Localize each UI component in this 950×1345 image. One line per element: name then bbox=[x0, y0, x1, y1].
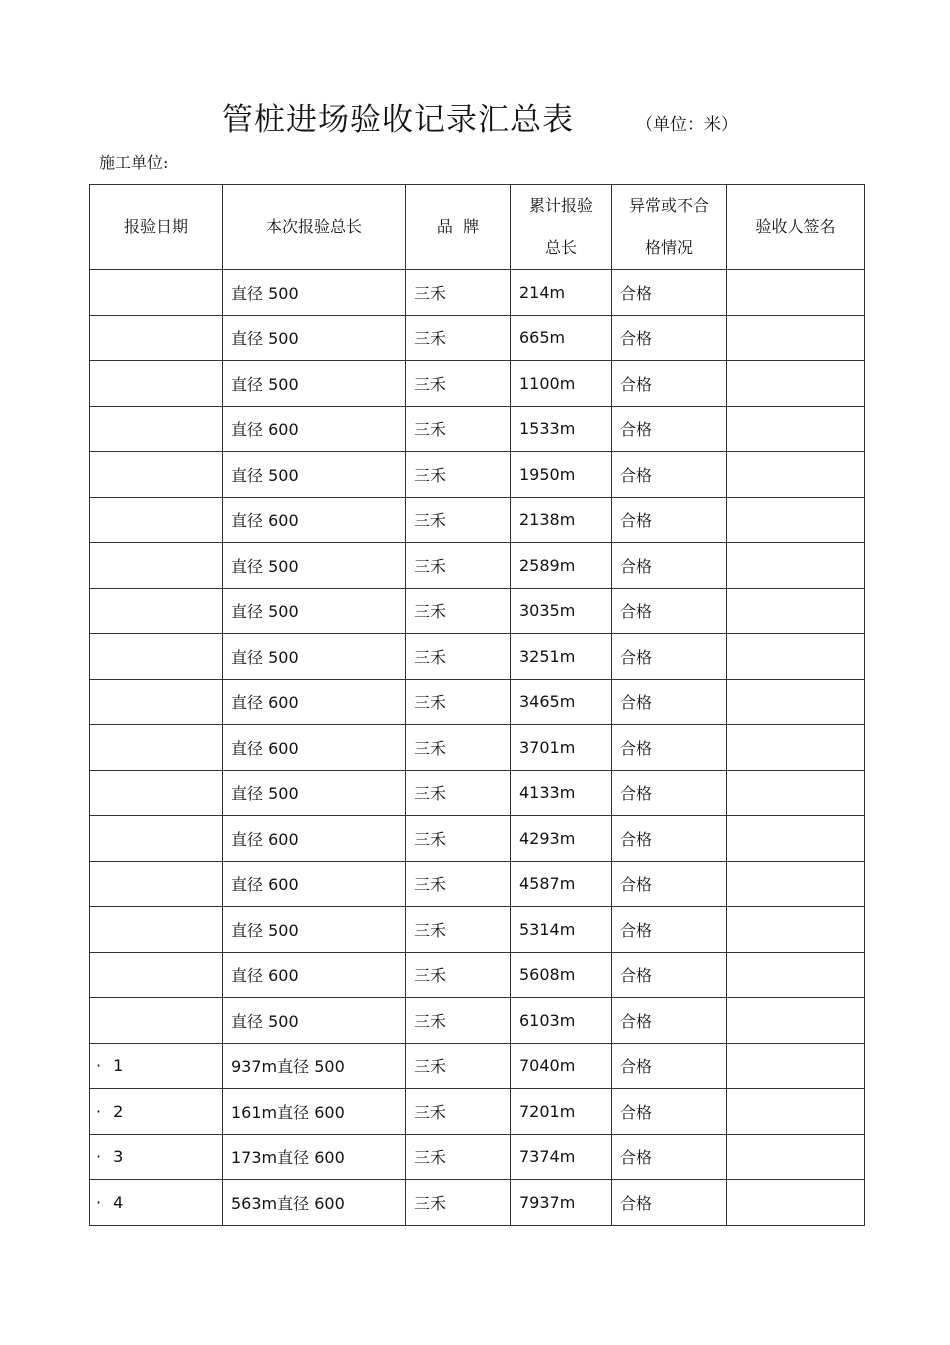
cell-spec: 直径 600 bbox=[223, 725, 406, 771]
cell-status: 合格 bbox=[612, 725, 727, 771]
cell-brand: 三禾 bbox=[406, 679, 511, 725]
cell-date bbox=[90, 497, 223, 543]
table-row bbox=[90, 543, 865, 589]
header-inspector-signature: 验收人签名 bbox=[727, 185, 865, 270]
table-row bbox=[90, 588, 865, 634]
header-exception-status-line1: 异常或不合 bbox=[628, 196, 709, 215]
cell-brand: 三禾 bbox=[406, 497, 511, 543]
cell-date bbox=[90, 725, 223, 771]
cell-cumulative-total: 1950m bbox=[511, 452, 612, 498]
table-row bbox=[90, 406, 865, 452]
table-row bbox=[90, 315, 865, 361]
cell-signature bbox=[727, 588, 865, 634]
cell-brand: 三禾 bbox=[406, 1089, 511, 1135]
cell-status: 合格 bbox=[612, 497, 727, 543]
cell-date bbox=[90, 406, 223, 452]
cell-status: 合格 bbox=[612, 634, 727, 680]
table-row bbox=[90, 1043, 865, 1089]
header-spec: 本次报验总长 bbox=[223, 185, 406, 270]
cell-status: 合格 bbox=[612, 1134, 727, 1180]
cell-date bbox=[90, 270, 223, 316]
header-cumulative-total bbox=[511, 185, 612, 270]
cell-brand: 三禾 bbox=[406, 1180, 511, 1226]
cell-cumulative-total: 7201m bbox=[511, 1089, 612, 1135]
cell-signature bbox=[727, 770, 865, 816]
cell-cumulative-total: 7040m bbox=[511, 1043, 612, 1089]
date-bullet: · bbox=[96, 1056, 102, 1076]
table-row bbox=[90, 907, 865, 953]
cell-brand: 三禾 bbox=[406, 406, 511, 452]
cell-status: 合格 bbox=[612, 452, 727, 498]
cell-status: 合格 bbox=[612, 998, 727, 1044]
cell-cumulative-total: 6103m bbox=[511, 998, 612, 1044]
cell-signature bbox=[727, 679, 865, 725]
cell-signature bbox=[727, 1134, 865, 1180]
cell-status: 合格 bbox=[612, 679, 727, 725]
cell-cumulative-total: 4587m bbox=[511, 861, 612, 907]
inspection-summary-table bbox=[89, 184, 865, 1226]
cell-status: 合格 bbox=[612, 361, 727, 407]
cell-signature bbox=[727, 725, 865, 771]
cell-brand: 三禾 bbox=[406, 361, 511, 407]
cell-brand: 三禾 bbox=[406, 1043, 511, 1089]
cell-spec: 直径 500 bbox=[223, 588, 406, 634]
header-brand bbox=[406, 185, 511, 270]
cell-spec: 563m直径 600 bbox=[223, 1180, 406, 1226]
table-row bbox=[90, 452, 865, 498]
cell-signature bbox=[727, 816, 865, 862]
document-title: 管桩进场验收记录汇总表 bbox=[222, 102, 574, 138]
cell-spec: 直径 500 bbox=[223, 634, 406, 680]
cell-cumulative-total: 4293m bbox=[511, 816, 612, 862]
cell-cumulative-total: 665m bbox=[511, 315, 612, 361]
table-row bbox=[90, 998, 865, 1044]
table-row bbox=[90, 1089, 865, 1135]
cell-signature bbox=[727, 497, 865, 543]
cell-spec: 直径 500 bbox=[223, 770, 406, 816]
cell-date bbox=[90, 952, 223, 998]
cell-spec: 直径 500 bbox=[223, 270, 406, 316]
cell-brand: 三禾 bbox=[406, 816, 511, 862]
cell-brand: 三禾 bbox=[406, 952, 511, 998]
header-exception-status-line2: 格情况 bbox=[644, 238, 693, 257]
header-cumulative-total-line1: 累计报验 bbox=[528, 196, 593, 215]
cell-spec: 直径 600 bbox=[223, 861, 406, 907]
cell-spec: 直径 500 bbox=[223, 907, 406, 953]
cell-date bbox=[90, 1043, 223, 1089]
cell-signature bbox=[727, 907, 865, 953]
header-exception-status bbox=[612, 185, 727, 270]
cell-signature bbox=[727, 315, 865, 361]
table-row bbox=[90, 361, 865, 407]
cell-spec: 161m直径 600 bbox=[223, 1089, 406, 1135]
table-row bbox=[90, 952, 865, 998]
cell-cumulative-total: 2589m bbox=[511, 543, 612, 589]
date-bullet: · bbox=[96, 1101, 102, 1121]
cell-cumulative-total: 5314m bbox=[511, 907, 612, 953]
cell-brand: 三禾 bbox=[406, 861, 511, 907]
cell-cumulative-total: 3251m bbox=[511, 634, 612, 680]
cell-date bbox=[90, 907, 223, 953]
header-date: 报验日期 bbox=[90, 185, 223, 270]
cell-cumulative-total: 1533m bbox=[511, 406, 612, 452]
cell-spec: 直径 600 bbox=[223, 952, 406, 998]
cell-status: 合格 bbox=[612, 543, 727, 589]
cell-brand: 三禾 bbox=[406, 452, 511, 498]
cell-signature bbox=[727, 543, 865, 589]
cell-signature bbox=[727, 952, 865, 998]
cell-spec: 937m直径 500 bbox=[223, 1043, 406, 1089]
cell-spec: 直径 500 bbox=[223, 315, 406, 361]
table-row bbox=[90, 1180, 865, 1226]
cell-status: 合格 bbox=[612, 1089, 727, 1135]
cell-date bbox=[90, 770, 223, 816]
cell-status: 合格 bbox=[612, 770, 727, 816]
header-cumulative-total-line2: 总长 bbox=[544, 238, 577, 257]
cell-date bbox=[90, 679, 223, 725]
cell-cumulative-total: 7374m bbox=[511, 1134, 612, 1180]
cell-signature bbox=[727, 861, 865, 907]
cell-brand: 三禾 bbox=[406, 634, 511, 680]
cell-cumulative-total: 214m bbox=[511, 270, 612, 316]
table-header-row bbox=[90, 185, 865, 270]
cell-signature bbox=[727, 270, 865, 316]
table-row bbox=[90, 497, 865, 543]
cell-spec: 直径 600 bbox=[223, 497, 406, 543]
cell-spec: 173m直径 600 bbox=[223, 1134, 406, 1180]
cell-signature bbox=[727, 1180, 865, 1226]
table-row bbox=[90, 270, 865, 316]
cell-cumulative-total: 7937m bbox=[511, 1180, 612, 1226]
cell-brand: 三禾 bbox=[406, 907, 511, 953]
cell-date bbox=[90, 543, 223, 589]
cell-status: 合格 bbox=[612, 1043, 727, 1089]
date-value: 1 bbox=[113, 1056, 124, 1076]
cell-spec: 直径 500 bbox=[223, 452, 406, 498]
cell-brand: 三禾 bbox=[406, 543, 511, 589]
cell-signature bbox=[727, 1089, 865, 1135]
cell-spec: 直径 600 bbox=[223, 679, 406, 725]
construction-unit-label: 施工单位: bbox=[99, 153, 169, 172]
cell-signature bbox=[727, 998, 865, 1044]
cell-spec: 直径 600 bbox=[223, 406, 406, 452]
cell-spec: 直径 500 bbox=[223, 361, 406, 407]
cell-cumulative-total: 3035m bbox=[511, 588, 612, 634]
table-row bbox=[90, 634, 865, 680]
cell-status: 合格 bbox=[612, 907, 727, 953]
cell-brand: 三禾 bbox=[406, 998, 511, 1044]
cell-status: 合格 bbox=[612, 952, 727, 998]
cell-spec: 直径 500 bbox=[223, 543, 406, 589]
cell-date bbox=[90, 816, 223, 862]
cell-cumulative-total: 3465m bbox=[511, 679, 612, 725]
cell-cumulative-total: 1100m bbox=[511, 361, 612, 407]
cell-date bbox=[90, 315, 223, 361]
cell-brand: 三禾 bbox=[406, 725, 511, 771]
cell-signature bbox=[727, 361, 865, 407]
cell-status: 合格 bbox=[612, 816, 727, 862]
cell-brand: 三禾 bbox=[406, 770, 511, 816]
table-row bbox=[90, 679, 865, 725]
date-value: 2 bbox=[113, 1101, 124, 1121]
cell-brand: 三禾 bbox=[406, 1134, 511, 1180]
header-brand-text: 品 牌 bbox=[436, 217, 480, 236]
cell-cumulative-total: 3701m bbox=[511, 725, 612, 771]
cell-date bbox=[90, 452, 223, 498]
unit-note: （单位：米） bbox=[636, 115, 738, 135]
cell-date bbox=[90, 1180, 223, 1226]
table-row bbox=[90, 770, 865, 816]
cell-signature bbox=[727, 1043, 865, 1089]
date-value: 4 bbox=[113, 1192, 124, 1212]
cell-signature bbox=[727, 634, 865, 680]
cell-date bbox=[90, 998, 223, 1044]
cell-brand: 三禾 bbox=[406, 588, 511, 634]
cell-date bbox=[90, 634, 223, 680]
cell-brand: 三禾 bbox=[406, 270, 511, 316]
table-row bbox=[90, 861, 865, 907]
cell-status: 合格 bbox=[612, 1180, 727, 1226]
cell-cumulative-total: 4133m bbox=[511, 770, 612, 816]
cell-status: 合格 bbox=[612, 588, 727, 634]
cell-signature bbox=[727, 452, 865, 498]
date-bullet: · bbox=[96, 1192, 102, 1212]
cell-date bbox=[90, 1134, 223, 1180]
date-bullet: · bbox=[96, 1147, 102, 1167]
cell-date bbox=[90, 1089, 223, 1135]
cell-status: 合格 bbox=[612, 406, 727, 452]
cell-cumulative-total: 5608m bbox=[511, 952, 612, 998]
table-row bbox=[90, 1134, 865, 1180]
cell-status: 合格 bbox=[612, 861, 727, 907]
cell-brand: 三禾 bbox=[406, 315, 511, 361]
table-row bbox=[90, 725, 865, 771]
table-row bbox=[90, 816, 865, 862]
cell-date bbox=[90, 361, 223, 407]
cell-date bbox=[90, 588, 223, 634]
cell-spec: 直径 500 bbox=[223, 998, 406, 1044]
cell-status: 合格 bbox=[612, 270, 727, 316]
cell-status: 合格 bbox=[612, 315, 727, 361]
cell-signature bbox=[727, 406, 865, 452]
cell-cumulative-total: 2138m bbox=[511, 497, 612, 543]
cell-date bbox=[90, 861, 223, 907]
cell-spec: 直径 600 bbox=[223, 816, 406, 862]
date-value: 3 bbox=[113, 1147, 124, 1167]
